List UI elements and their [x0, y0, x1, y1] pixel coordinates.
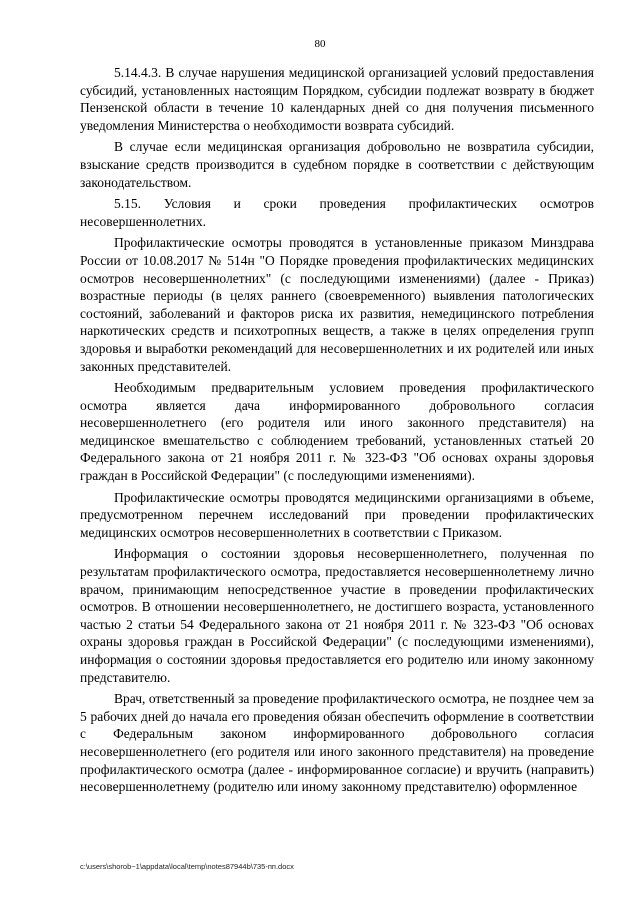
file-path-footer: c:\users\shorob~1\appdata\local\temp\notes87944b\735-пп.docx	[80, 862, 294, 871]
document-body	[80, 64, 594, 800]
paragraph: Врач, ответственный за проведение профилактического осмотра, не позднее чем за 5 рабочих дней до начала его проведения обязан обеспечить оформление в соответствии с Федеральным законом информированного добровольного согласия несовершеннолетнего (его родителя или иного законного представителя) на проведение профилактического осмотра (далее - информированное согласие) и вручить (направить) несовершеннолетнему (родителю или иному законному представителю) оформленное	[80, 691, 594, 795]
paragraph: 5.14.4.3. В случае нарушения медицинской организацией условий предоставления субсидий, установленных настоящим Порядком, субсидии подлежат возврату в бюджет Пензенской области в течение 10 календарных дней со дня получения письменного уведомления Министерства о необходимости возврата субсидий.	[80, 65, 594, 133]
paragraph: Профилактические осмотры проводятся в установленные приказом Минздрава России от 10.08.2017 № 514н "О Порядке проведения профилактических медицинских осмотров несовершеннолетних" (с последующими изменениями) (далее - Приказ) возрастные периоды (в целях раннего (своевременного) выявления патологических состояний, заболеваний и факторов риска их развития, немедицинского потребления наркотических средств и психотропных веществ, а также в целях определения групп здоровья и выработки рекомендаций для несовершеннолетних и их родителей или иных законных представителей.	[80, 235, 594, 374]
paragraph: Профилактические осмотры проводятся медицинскими организациями в объеме, предусмотренном перечнем исследований при проведении профилактических медицинских осмотров несовершеннолетних в соответствии с Приказом.	[80, 489, 594, 540]
paragraph: В случае если медицинская организация добровольно не возвратила субсидии, взыскание средств производится в судебном порядке в соответствии с действующим законодательством.	[80, 139, 594, 190]
page-number: 80	[314, 38, 326, 50]
paragraph: Необходимым предварительным условием проведения профилактического осмотра является дача информированного добровольного согласия несовершеннолетнего (его родителя или иного законного представителя) на медицинское вмешательство с соблюдением требований, установленных статьей 20 Федерального закона от 21 ноября 2011 г. № 323-ФЗ "Об основах охраны здоровья граждан в Российской Федерации" (с последующими изменениями).	[80, 380, 594, 484]
paragraph: 5.15. Условия и сроки проведения профилактических осмотров несовершеннолетних.	[80, 196, 594, 229]
paragraph: Информация о состоянии здоровья несовершеннолетнего, полученная по результатам профилактического осмотра, предоставляется несовершеннолетнему лично врачом, принимающим непосредственное участие в проведении профилактических осмотров. В отношении несовершеннолетнего, не достигшего возраста, установленного частью 2 статьи 54 Федерального закона от 21 ноября 2011 г. № 323-ФЗ "Об основах охраны здоровья граждан в Российской Федерации" (с последующими изменениями), информация о состоянии здоровья предоставляется его родителю или иному законному представителю.	[80, 546, 594, 685]
